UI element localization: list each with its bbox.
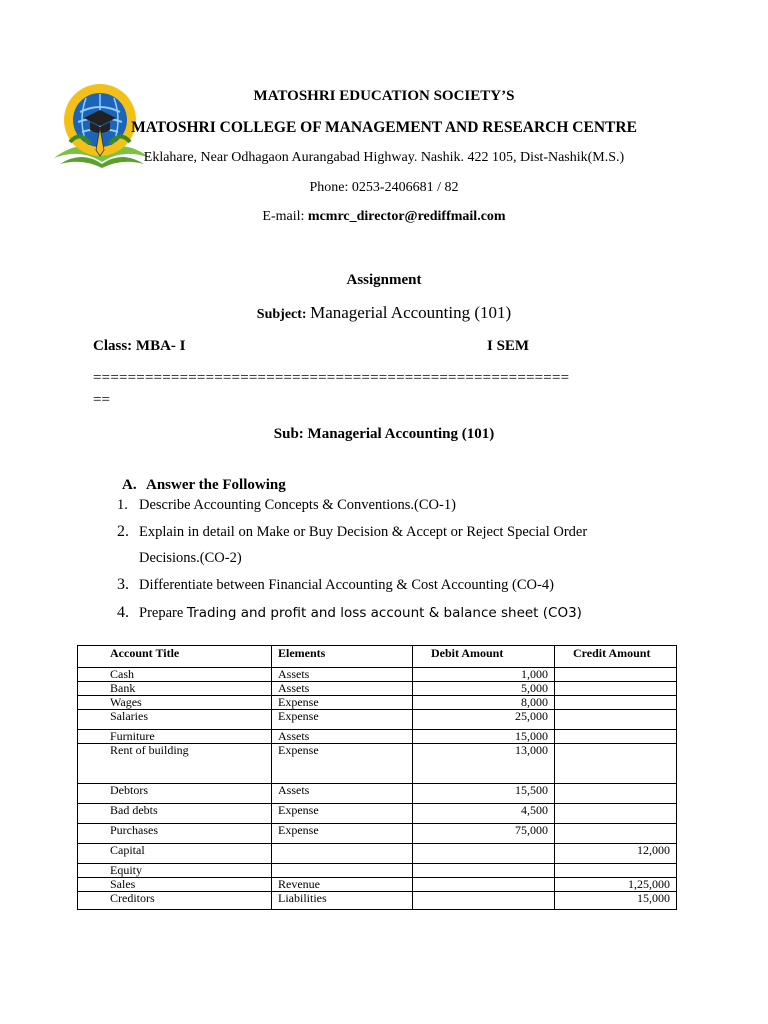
question-text: Differentiate between Financial Accounting & Cost Accounting (CO-4) bbox=[139, 577, 554, 593]
assignment-title: Assignment bbox=[346, 272, 422, 288]
question-number: 2. bbox=[117, 523, 129, 540]
separator-line-end: == bbox=[93, 392, 110, 408]
table-row bbox=[78, 824, 677, 844]
element-cell: Expense bbox=[272, 696, 413, 710]
credit-cell bbox=[555, 804, 677, 824]
debit-cell: 13,000 bbox=[413, 744, 555, 784]
class-label: Class: MBA- I bbox=[93, 338, 186, 354]
debit-cell bbox=[413, 844, 555, 864]
credit-cell bbox=[555, 784, 677, 804]
question-text: Explain in detail on Make or Buy Decision & Accept or Reject Special Order bbox=[139, 524, 588, 540]
table-row bbox=[78, 730, 677, 744]
question-text: Describe Accounting Concepts & Conventions.(CO-1) bbox=[139, 497, 456, 513]
debit-cell: 15,500 bbox=[413, 784, 555, 804]
debit-cell: 4,500 bbox=[413, 804, 555, 824]
element-cell: Revenue bbox=[272, 878, 413, 892]
debit-cell: 25,000 bbox=[413, 710, 555, 730]
column-header-debit: Debit Amount bbox=[413, 646, 555, 668]
account-title-cell: Equity bbox=[78, 864, 272, 878]
debit-cell bbox=[413, 892, 555, 910]
table-row bbox=[78, 710, 677, 730]
subject-name: Managerial Accounting (101) bbox=[310, 303, 512, 322]
element-cell bbox=[272, 864, 413, 878]
section-title: Answer the Following bbox=[146, 477, 286, 493]
subject-label: Subject: bbox=[256, 307, 311, 322]
table-row bbox=[78, 804, 677, 824]
account-title-cell: Debtors bbox=[78, 784, 272, 804]
table-header-row bbox=[78, 646, 677, 668]
element-cell: Assets bbox=[272, 682, 413, 696]
account-title-cell: Bad debts bbox=[78, 804, 272, 824]
question-prefix: Prepare bbox=[139, 605, 187, 621]
credit-cell bbox=[555, 710, 677, 730]
element-cell: Expense bbox=[272, 744, 413, 784]
table-row bbox=[78, 892, 677, 910]
element-cell: Expense bbox=[272, 824, 413, 844]
society-name: MATOSHRI EDUCATION SOCIETY’S bbox=[253, 88, 515, 104]
debit-cell: 75,000 bbox=[413, 824, 555, 844]
table-row bbox=[78, 668, 677, 682]
account-title-cell: Purchases bbox=[78, 824, 272, 844]
column-header-elements: Elements bbox=[272, 646, 413, 668]
credit-cell: 12,000 bbox=[555, 844, 677, 864]
credit-cell: 15,000 bbox=[555, 892, 677, 910]
element-cell: Assets bbox=[272, 730, 413, 744]
account-title-cell: Rent of building bbox=[78, 744, 272, 784]
account-title-cell: Salaries bbox=[78, 710, 272, 730]
college-phone: Phone: 0253-2406681 / 82 bbox=[309, 180, 459, 195]
table-row bbox=[78, 878, 677, 892]
account-title-cell: Bank bbox=[78, 682, 272, 696]
question-number: 1. bbox=[117, 497, 128, 513]
table-body bbox=[78, 668, 677, 910]
debit-cell bbox=[413, 864, 555, 878]
credit-cell bbox=[555, 744, 677, 784]
college-name: MATOSHRI COLLEGE OF MANAGEMENT AND RESEARCH CENTRE bbox=[131, 119, 637, 136]
debit-cell: 1,000 bbox=[413, 668, 555, 682]
account-title-cell: Wages bbox=[78, 696, 272, 710]
element-cell: Liabilities bbox=[272, 892, 413, 910]
table-row bbox=[78, 784, 677, 804]
element-cell: Expense bbox=[272, 710, 413, 730]
subject-line bbox=[0, 303, 768, 323]
credit-cell bbox=[555, 696, 677, 710]
debit-cell: 5,000 bbox=[413, 682, 555, 696]
table-row bbox=[78, 864, 677, 878]
section-heading bbox=[122, 477, 286, 494]
element-cell bbox=[272, 844, 413, 864]
email-label: E-mail: bbox=[262, 209, 308, 224]
question-text bbox=[139, 605, 582, 622]
credit-cell bbox=[555, 730, 677, 744]
section-marker: A. bbox=[122, 477, 137, 493]
accounts-table bbox=[77, 645, 677, 910]
column-header-account-title: Account Title bbox=[78, 646, 272, 668]
credit-cell bbox=[555, 864, 677, 878]
account-title-cell: Sales bbox=[78, 878, 272, 892]
credit-cell bbox=[555, 682, 677, 696]
question-2-continued: Decisions.(CO-2) bbox=[139, 550, 242, 566]
email-address[interactable]: mcmrc_director@rediffmail.com bbox=[307, 209, 506, 224]
sub-heading: Sub: Managerial Accounting (101) bbox=[273, 426, 495, 442]
account-title-cell: Furniture bbox=[78, 730, 272, 744]
table-row bbox=[78, 682, 677, 696]
account-title-cell: Creditors bbox=[78, 892, 272, 910]
account-title-cell: Cash bbox=[78, 668, 272, 682]
table-row bbox=[78, 744, 677, 784]
debit-cell bbox=[413, 878, 555, 892]
question-number: 4. bbox=[117, 604, 129, 621]
table-row bbox=[78, 696, 677, 710]
credit-cell bbox=[555, 824, 677, 844]
element-cell: Expense bbox=[272, 804, 413, 824]
element-cell: Assets bbox=[272, 784, 413, 804]
credit-cell: 1,25,000 bbox=[555, 878, 677, 892]
semester-label: I SEM bbox=[487, 338, 530, 354]
college-address: Eklahare, Near Odhagaon Aurangabad Highway. Nashik. 422 105, Dist-Nashik(M.S.) bbox=[143, 150, 625, 165]
question-body: Trading and profit and loss account & balance sheet (CO3) bbox=[186, 605, 582, 621]
credit-cell bbox=[555, 668, 677, 682]
debit-cell: 15,000 bbox=[413, 730, 555, 744]
college-email bbox=[0, 209, 768, 225]
table-row bbox=[78, 844, 677, 864]
separator-line: ======================================================= bbox=[93, 370, 570, 386]
element-cell: Assets bbox=[272, 668, 413, 682]
column-header-credit: Credit Amount bbox=[555, 646, 677, 668]
question-number: 3. bbox=[117, 576, 129, 593]
account-title-cell: Capital bbox=[78, 844, 272, 864]
debit-cell: 8,000 bbox=[413, 696, 555, 710]
